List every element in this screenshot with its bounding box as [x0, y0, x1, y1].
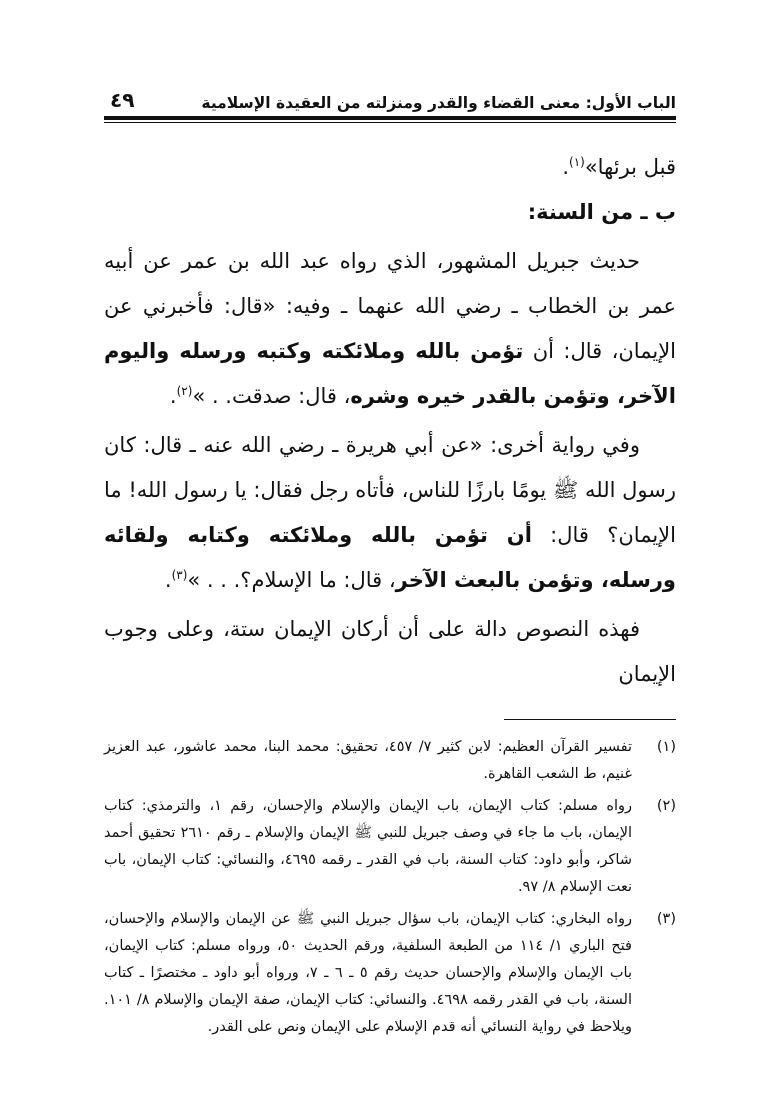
main-text [104, 145, 676, 697]
paragraph-1-text-b: ، قال: صدقت. . » [192, 384, 351, 408]
footnote-text: تفسير القرآن العظيم: لابن كثير ٧/ ٤٥٧، تحقيق: محمد البنا، محمد عاشور، عبد العزيز غنيم، ط الشعب القاهرة. [104, 739, 632, 782]
footnote-number: (٢) [656, 798, 676, 814]
footnote-ref-3: (٣) [171, 568, 188, 582]
paragraph-1-bold: تؤمن بالله وملائكته وكتبه ورسله واليوم الآخر، وتؤمن بالقدر خيره وشره [104, 339, 676, 408]
book-page [104, 78, 676, 1046]
section-subheading: ب ـ من السنة: [527, 200, 676, 224]
paragraph-2-text-a: وفي رواية أخرى: «عن أبي هريرة ـ رضي الله عنه ـ قال: كان رسول الله ﷺ يومًا بارزًا للناس، فأتاه رجل فقال: يا رسول الله! ما الإيمان؟ قال: [104, 433, 676, 547]
paragraph-2-bold: أن تؤمن بالله وملائكته وكتابه ولقائه ورسله، وتؤمن بالبعث الآخر [104, 523, 676, 592]
footnotes [104, 734, 676, 1041]
footnote-ref-1: (١) [569, 155, 585, 169]
paragraph-1-text-a: حديث جبريل المشهور، الذي رواه عبد الله بن عمر عن أبيه عمر بن الخطاب ـ رضي الله عنهما ـ وفيه: «قال: فأخبرني عن الإيمان، قال: أن [104, 249, 677, 363]
footnote-text: رواه البخاري: كتاب الإيمان، باب سؤال جبريل النبي ﷺ عن الإيمان والإسلام والإحسان، فتح الباري ١/ ١١٤ من الطبعة السلفية، ورقم الحديث ٥٠، ورواه مسلم: كتاب الإيمان، باب الإيمان والإسلام والإحسان حديث رقم ٥ ـ ٦ ـ ٧، ورواه أبو داود ـ مختصرًا ـ كتاب السنة، باب في القدر رقمه ٤٦٩٨. والنسائي: كتاب الإيمان، صفة الإيمان والإسلام ٨/ ١٠١. ويلاحظ في رواية النسائي أنه قدم الإسلام على الإيمان ونص على القدر. [104, 911, 633, 1035]
footnote-text: رواه مسلم: كتاب الإيمان، باب الإيمان والإسلام والإحسان، رقم ١، والترمذي: كتاب الإيمان، باب ما جاء في وصف جبريل للنبي ﷺ الإيمان والإسلام ـ رقم ٢٦١٠ تحقيق أحمد شاكر، وأبو داود: كتاب السنة، باب في القدر ـ رقمه ٤٦٩٥، والنسائي: كتاب الإيمان، باب نعت الإسلام ٨/ ٩٧. [104, 798, 632, 895]
footnote-number: (٣) [656, 911, 676, 927]
continued-end: . [562, 155, 569, 179]
running-header [104, 78, 676, 112]
footnote-item [104, 906, 676, 1041]
paragraph-2-text-b: ، قال: ما الإسلام؟. . . » [187, 568, 396, 592]
paragraph-2-end: . [164, 568, 172, 592]
paragraph-2 [104, 423, 676, 603]
footnote-separator [504, 719, 676, 720]
continued-text: قبل برئها» [584, 155, 676, 179]
header-rule-thin [104, 122, 676, 123]
page-number: ٤٩ [110, 88, 135, 112]
footnote-item [104, 734, 676, 788]
paragraph-1 [104, 239, 676, 419]
footnote-item [104, 793, 676, 901]
footnote-number: (١) [656, 739, 676, 755]
paragraph-1-end: . [169, 384, 177, 408]
header-rule-thick [104, 116, 676, 120]
paragraph-3: فهذه النصوص دالة على أن أركان الإيمان ستة، وعلى وجوب الإيمان [104, 617, 676, 686]
continued-line [104, 145, 676, 190]
footnote-ref-2: (٢) [176, 384, 193, 398]
chapter-title: الباب الأول: معنى القضاء والقدر ومنزلته من العقيدة الإسلامية [201, 94, 676, 112]
